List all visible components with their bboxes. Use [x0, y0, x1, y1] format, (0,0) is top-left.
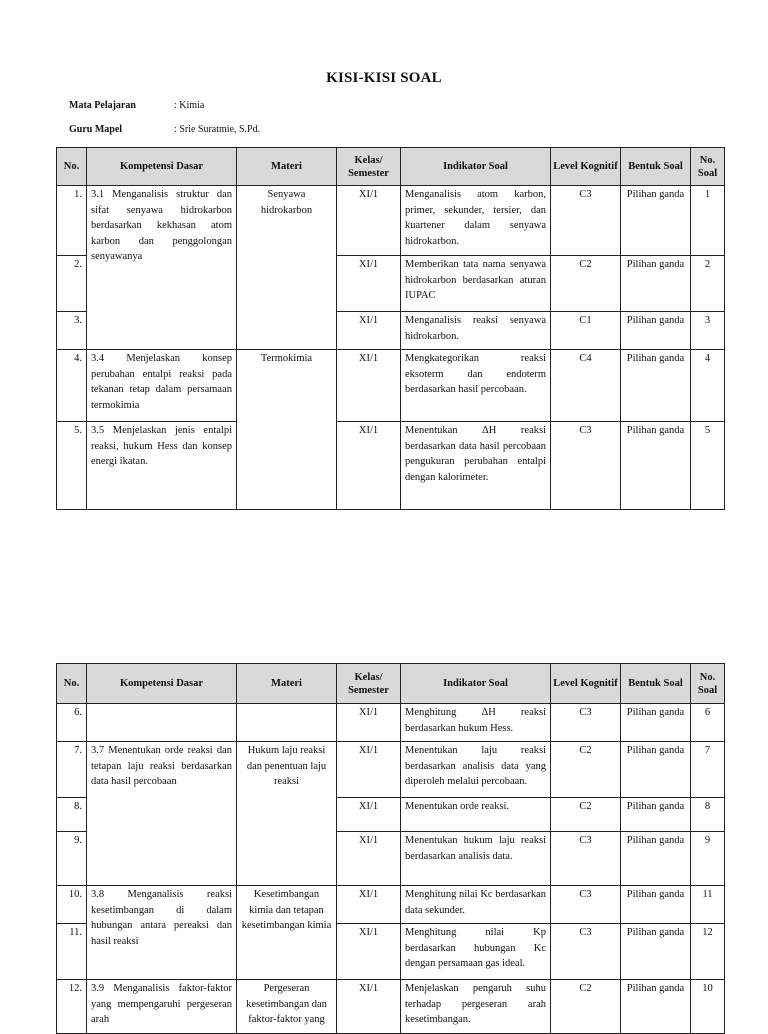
- header-row: [57, 148, 725, 186]
- header-no: No.: [57, 664, 87, 704]
- level-cell: C2: [551, 798, 621, 832]
- kompetensi-dasar-cell: [87, 704, 237, 742]
- header-kelas-semester: Kelas/ Semester: [337, 664, 401, 704]
- bentuk-cell: Pilihan ganda: [621, 980, 691, 1034]
- row-no: 7.: [57, 742, 87, 798]
- bentuk-cell: Pilihan ganda: [621, 886, 691, 924]
- no-soal-cell: 2: [691, 256, 725, 312]
- table-row: [57, 886, 725, 924]
- document-title: KISI-KISI SOAL: [326, 70, 442, 86]
- table-row: [57, 980, 725, 1034]
- header-no-soal: No. Soal: [691, 664, 725, 704]
- header-level-kognitif: Level Kognitif: [551, 664, 621, 704]
- no-soal-cell: 10: [691, 980, 725, 1034]
- indikator-cell: Menentukan hukum laju reaksi berdasarkan analisis data.: [401, 832, 551, 886]
- kompetensi-dasar-cell: 3.9 Menganalisis faktor-faktor yang mempengaruhi pergeseran arah: [87, 980, 237, 1034]
- kelas-cell: XI/1: [337, 312, 401, 350]
- no-soal-cell: 11: [691, 886, 725, 924]
- no-soal-cell: 8: [691, 798, 725, 832]
- level-cell: C3: [551, 832, 621, 886]
- header-no-soal: No. Soal: [691, 148, 725, 186]
- materi-cell: Termokimia: [237, 350, 337, 510]
- materi-cell: [237, 704, 337, 742]
- bentuk-cell: Pilihan ganda: [621, 798, 691, 832]
- bentuk-cell: Pilihan ganda: [621, 704, 691, 742]
- row-no: 9.: [57, 832, 87, 886]
- header-materi: Materi: [237, 664, 337, 704]
- indikator-cell: Memberikan tata nama senyawa hidrokarbon berdasarkan aturan IUPAC: [401, 256, 551, 312]
- kelas-cell: XI/1: [337, 980, 401, 1034]
- meta-teacher-value: : Srie Suratmie, S.Pd.: [174, 124, 261, 135]
- indikator-cell: Menjelaskan pengaruh suhu terhadap pergeseran arah kesetimbangan.: [401, 980, 551, 1034]
- level-cell: C3: [551, 704, 621, 742]
- row-no: 8.: [57, 798, 87, 832]
- no-soal-cell: 1: [691, 186, 725, 256]
- kelas-cell: XI/1: [337, 256, 401, 312]
- row-no: 3.: [57, 312, 87, 350]
- no-soal-cell: 6: [691, 704, 725, 742]
- header-bentuk-soal: Bentuk Soal: [621, 148, 691, 186]
- bentuk-cell: Pilihan ganda: [621, 422, 691, 510]
- indikator-cell: Menentukan orde reaksi.: [401, 798, 551, 832]
- header-materi: Materi: [237, 148, 337, 186]
- materi-cell: Pergeseran kesetimbangan dan faktor-faktor yang: [237, 980, 337, 1034]
- kelas-cell: XI/1: [337, 704, 401, 742]
- header-level-kognitif: Level Kognitif: [551, 148, 621, 186]
- no-soal-cell: 7: [691, 742, 725, 798]
- kompetensi-dasar-cell: 3.7 Menentukan orde reaksi dan tetapan laju reaksi berdasarkan data hasil percobaan: [87, 742, 237, 886]
- level-cell: C4: [551, 350, 621, 422]
- level-cell: C2: [551, 256, 621, 312]
- row-no: 4.: [57, 350, 87, 422]
- indikator-cell: Menghitung nilai Kp berdasarkan hubungan Kc dengan persamaan gas ideal.: [401, 924, 551, 980]
- row-no: 5.: [57, 422, 87, 510]
- table-row: [57, 186, 725, 256]
- kelas-cell: XI/1: [337, 742, 401, 798]
- table-row: [57, 742, 725, 798]
- level-cell: C3: [551, 186, 621, 256]
- table-row: [57, 350, 725, 422]
- kelas-cell: XI/1: [337, 186, 401, 256]
- bentuk-cell: Pilihan ganda: [621, 924, 691, 980]
- header-kelas-semester: Kelas/ Semester: [337, 148, 401, 186]
- indikator-cell: Mengkategorikan reaksi eksoterm dan endoterm berdasarkan hasil percobaan.: [401, 350, 551, 422]
- header-indikator-soal: Indikator Soal: [401, 148, 551, 186]
- indikator-cell: Menganalisis atom karbon, primer, sekunder, tersier, dan kuartener dalam senyawa hidrokarbon.: [401, 186, 551, 256]
- header-row: [57, 664, 725, 704]
- table-row: [57, 422, 725, 510]
- indikator-cell: Menghitung ΔH reaksi berdasarkan hukum Hess.: [401, 704, 551, 742]
- level-cell: C1: [551, 312, 621, 350]
- kisi-table-1: [56, 147, 725, 510]
- row-no: 6.: [57, 704, 87, 742]
- no-soal-cell: 12: [691, 924, 725, 980]
- kompetensi-dasar-cell: 3.1 Menganalisis struktur dan sifat senyawa hidrokarbon berdasarkan kekhasan atom karbon dan penggolongan senyawanya: [87, 186, 237, 350]
- header-indikator-soal: Indikator Soal: [401, 664, 551, 704]
- row-no: 11.: [57, 924, 87, 980]
- bentuk-cell: Pilihan ganda: [621, 350, 691, 422]
- kelas-cell: XI/1: [337, 422, 401, 510]
- no-soal-cell: 4: [691, 350, 725, 422]
- bentuk-cell: Pilihan ganda: [621, 256, 691, 312]
- header-kompetensi-dasar: Kompetensi Dasar: [87, 664, 237, 704]
- bentuk-cell: Pilihan ganda: [621, 312, 691, 350]
- meta-subject-label: Mata Pelajaran: [69, 100, 136, 111]
- no-soal-cell: 3: [691, 312, 725, 350]
- kompetensi-dasar-cell: 3.4 Menjelaskan konsep perubahan entalpi reaksi pada tekanan tetap dalam persamaan termokimia: [87, 350, 237, 422]
- row-no: 2.: [57, 256, 87, 312]
- kompetensi-dasar-cell: 3.5 Menjelaskan jenis entalpi reaksi, hukum Hess dan konsep energi ikatan.: [87, 422, 237, 510]
- bentuk-cell: Pilihan ganda: [621, 186, 691, 256]
- bentuk-cell: Pilihan ganda: [621, 742, 691, 798]
- kelas-cell: XI/1: [337, 832, 401, 886]
- kelas-cell: XI/1: [337, 798, 401, 832]
- kelas-cell: XI/1: [337, 350, 401, 422]
- row-no: 10.: [57, 886, 87, 924]
- level-cell: C2: [551, 742, 621, 798]
- kompetensi-dasar-cell: 3.8 Menganalisis reaksi kesetimbangan di dalam hubungan antara pereaksi dan hasil reaksi: [87, 886, 237, 980]
- level-cell: C3: [551, 924, 621, 980]
- no-soal-cell: 5: [691, 422, 725, 510]
- level-cell: C3: [551, 886, 621, 924]
- meta-teacher-label: Guru Mapel: [69, 124, 123, 135]
- bentuk-cell: Pilihan ganda: [621, 832, 691, 886]
- table-row: [57, 704, 725, 742]
- kisi-table-2: [56, 663, 725, 1034]
- materi-cell: Senyawa hidrokarbon: [237, 186, 337, 350]
- kelas-cell: XI/1: [337, 886, 401, 924]
- indikator-cell: Menentukan laju reaksi berdasarkan analisis data yang diperoleh melalui percobaan.: [401, 742, 551, 798]
- indikator-cell: Menganalisis reaksi senyawa hidrokarbon.: [401, 312, 551, 350]
- indikator-cell: Menghitung nilai Kc berdasarkan data sekunder.: [401, 886, 551, 924]
- header-no: No.: [57, 148, 87, 186]
- level-cell: C2: [551, 980, 621, 1034]
- row-no: 12.: [57, 980, 87, 1034]
- materi-cell: Kesetimbangan kimia dan tetapan kesetimbangan kimia: [237, 886, 337, 980]
- materi-cell: Hukum laju reaksi dan penentuan laju reaksi: [237, 742, 337, 886]
- row-no: 1.: [57, 186, 87, 256]
- indikator-cell: Menentukan ΔH reaksi berdasarkan data hasil percobaan pengukuran perubahan entalpi dengan kalorimeter.: [401, 422, 551, 510]
- header-kompetensi-dasar: Kompetensi Dasar: [87, 148, 237, 186]
- meta-subject-value: : Kimia: [174, 100, 205, 111]
- level-cell: C3: [551, 422, 621, 510]
- no-soal-cell: 9: [691, 832, 725, 886]
- header-bentuk-soal: Bentuk Soal: [621, 664, 691, 704]
- kelas-cell: XI/1: [337, 924, 401, 980]
